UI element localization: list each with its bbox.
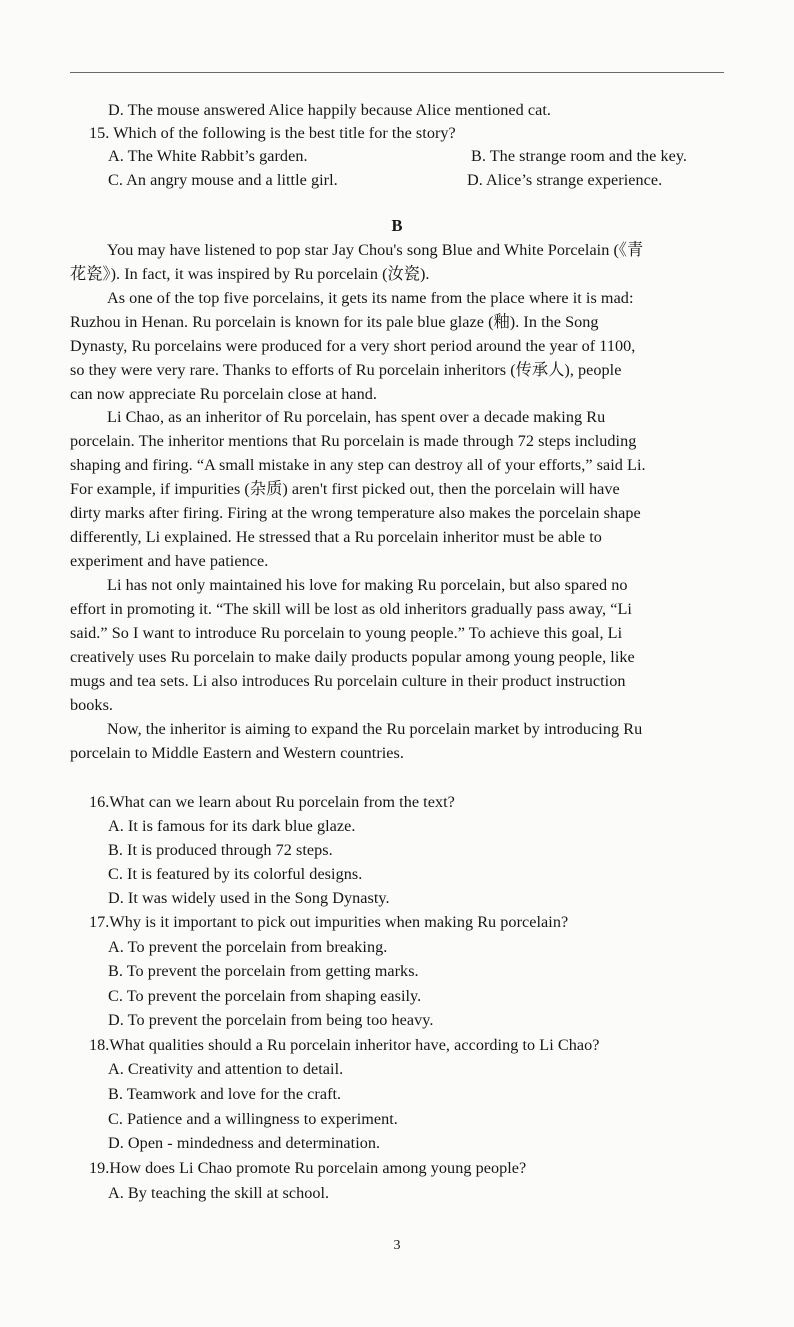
q17-option-a: A. To prevent the porcelain from breaking. xyxy=(108,938,388,956)
passage-line: For example, if impurities (杂质) aren't first picked out, then the porcelain will have xyxy=(70,480,620,498)
passage-line: creatively uses Ru porcelain to make daily products popular among young people, like xyxy=(70,648,635,666)
q16-option-b: B. It is produced through 72 steps. xyxy=(108,841,333,859)
q17-option-c: C. To prevent the porcelain from shaping easily. xyxy=(108,987,422,1005)
passage-line: You may have listened to pop star Jay Chou's song Blue and White Porcelain (《青 xyxy=(107,241,644,259)
passage-line: Dynasty, Ru porcelains were produced for a very short period around the year of 1100, xyxy=(70,337,636,355)
passage-line: dirty marks after firing. Firing at the wrong temperature also makes the porcelain shape xyxy=(70,504,641,522)
passage-line: Li Chao, as an inheritor of Ru porcelain, has spent over a decade making Ru xyxy=(107,408,606,426)
passage-line: said.” So I want to introduce Ru porcelain to young people.” To achieve this goal, Li xyxy=(70,624,623,642)
q18-option-d: D. Open - mindedness and determination. xyxy=(108,1134,381,1152)
q18-stem: 18.What qualities should a Ru porcelain inheritor have, according to Li Chao? xyxy=(89,1036,600,1054)
passage-line: Li has not only maintained his love for making Ru porcelain, but also spared no xyxy=(107,576,628,594)
q14-option-d: D. The mouse answered Alice happily because Alice mentioned cat. xyxy=(108,101,551,119)
q17-option-b: B. To prevent the porcelain from getting marks. xyxy=(108,962,419,980)
q16-option-d: D. It was widely used in the Song Dynasty. xyxy=(108,889,390,907)
passage-line: experiment and have patience. xyxy=(70,552,269,570)
passage-line: can now appreciate Ru porcelain close at hand. xyxy=(70,385,378,403)
passage-line: Now, the inheritor is aiming to expand the Ru porcelain market by introducing Ru xyxy=(107,720,643,738)
q18-option-b: B. Teamwork and love for the craft. xyxy=(108,1085,342,1103)
q19-stem: 19.How does Li Chao promote Ru porcelain among young people? xyxy=(89,1159,527,1177)
q18-option-c: C. Patience and a willingness to experiment. xyxy=(108,1110,398,1128)
q15-option-c: C. An angry mouse and a little girl. xyxy=(108,171,338,189)
passage-line: As one of the top five porcelains, it gets its name from the place where it is mad: xyxy=(107,289,634,307)
q17-stem: 17.Why is it important to pick out impurities when making Ru porcelain? xyxy=(89,913,569,931)
q16-option-a: A. It is famous for its dark blue glaze. xyxy=(108,817,356,835)
header-rule xyxy=(70,72,724,73)
passage-line: porcelain. The inheritor mentions that Ru porcelain is made through 72 steps including xyxy=(70,432,637,450)
passage-line: porcelain to Middle Eastern and Western countries. xyxy=(70,744,404,762)
page-number: 3 xyxy=(393,1238,401,1253)
passage-line: shaping and firing. “A small mistake in any step can destroy all of your efforts,” said Li. xyxy=(70,456,646,474)
q16-option-c: C. It is featured by its colorful designs. xyxy=(108,865,363,883)
q19-option-a: A. By teaching the skill at school. xyxy=(108,1184,330,1202)
passage-line: Ruzhou in Henan. Ru porcelain is known for its pale blue glaze (釉). In the Song xyxy=(70,313,599,331)
q18-option-a: A. Creativity and attention to detail. xyxy=(108,1060,344,1078)
passage-line: differently, Li explained. He stressed that a Ru porcelain inheritor must be able to xyxy=(70,528,602,546)
passage-line: mugs and tea sets. Li also introduces Ru porcelain culture in their product instruction xyxy=(70,672,626,690)
q15-stem: 15. Which of the following is the best title for the story? xyxy=(89,124,456,142)
q17-option-d: D. To prevent the porcelain from being too heavy. xyxy=(108,1011,434,1029)
passage-line: 花瓷》). In fact, it was inspired by Ru porcelain (汝瓷). xyxy=(70,265,430,283)
q15-option-b: B. The strange room and the key. xyxy=(471,147,688,165)
q15-option-d: D. Alice’s strange experience. xyxy=(467,171,663,189)
passage-line: effort in promoting it. “The skill will be lost as old inheritors gradually pass away, “Li xyxy=(70,600,632,618)
passage-line: books. xyxy=(70,696,114,714)
section-letter: B xyxy=(391,216,403,235)
q16-stem: 16.What can we learn about Ru porcelain from the text? xyxy=(89,793,455,811)
q15-option-a: A. The White Rabbit’s garden. xyxy=(108,147,308,165)
passage-line: so they were very rare. Thanks to efforts of Ru porcelain inheritors (传承人), people xyxy=(70,361,622,379)
